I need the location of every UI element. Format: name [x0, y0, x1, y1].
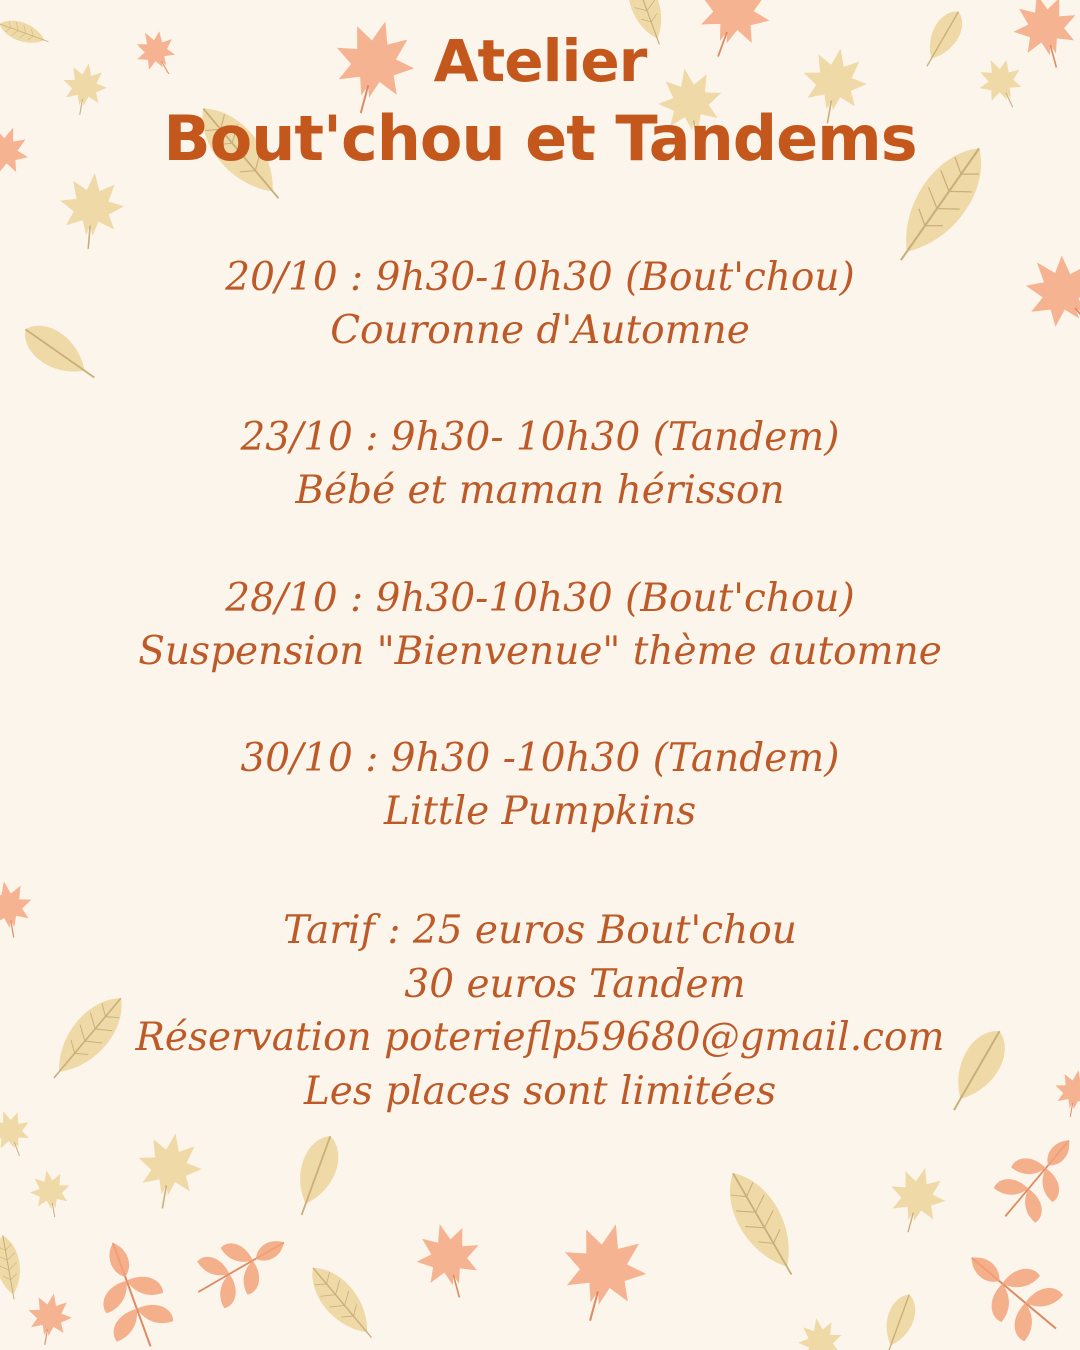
- title-bout-chou-tandems: Bout'chou et Tandems: [163, 102, 917, 175]
- session-2-theme: Bébé et maman hérisson: [295, 468, 785, 513]
- tarif-bout-chou: Tarif : 25 euros Bout'chou: [283, 908, 797, 953]
- session-3-time: 28/10 : 9h30-10h30 (Bout'chou): [225, 576, 855, 621]
- session-4-theme: Little Pumpkins: [383, 789, 697, 834]
- session-4-time: 30/10 : 9h30 -10h30 (Tandem): [240, 736, 840, 781]
- session-1-time: 20/10 : 9h30-10h30 (Bout'chou): [225, 255, 855, 300]
- tarif-tandem: 30 euros Tandem: [404, 962, 746, 1007]
- places-limitees: Les places sont limitées: [303, 1069, 777, 1114]
- title-atelier: Atelier: [433, 27, 647, 95]
- reservation-email: Réservation poterieflp59680@gmail.com: [135, 1015, 945, 1060]
- session-2-time: 23/10 : 9h30- 10h30 (Tandem): [240, 415, 840, 460]
- session-3-theme: Suspension "Bienvenue" thème automne: [138, 629, 942, 674]
- session-1-theme: Couronne d'Automne: [330, 308, 750, 353]
